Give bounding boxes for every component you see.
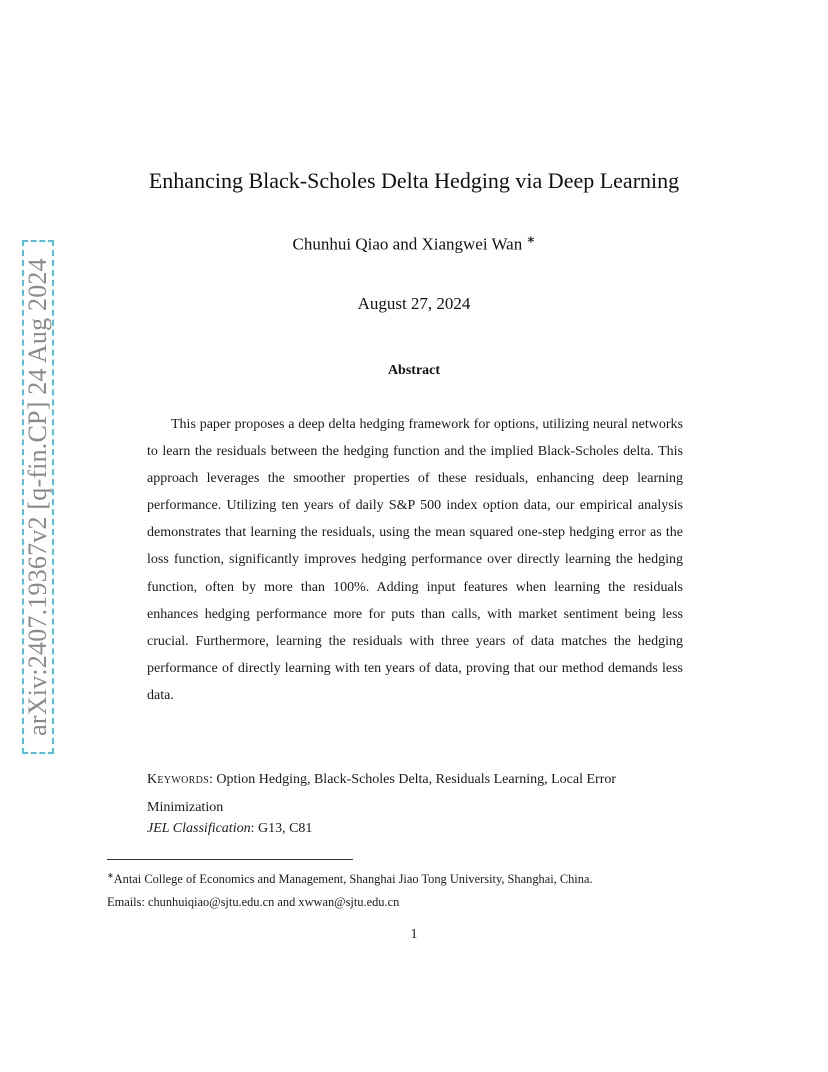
page-number: 1 [410,927,418,942]
footnote-rule [107,859,353,860]
keywords [147,766,687,821]
abstract-body: This paper proposes a deep delta hedging framework for options, utilizing neural networks to learn the residuals between the hedging function and the implied Black-Scholes delta. This approach leverages the smoother properties of these residuals, enhancing deep learning performance. Utilizing ten years of daily S&P 500 index option data, our empirical analysis demonstrates that learning the residuals, using the mean squared one-step hedging error as the loss function, significantly improves hedging performance over directly learning the hedging function, often by more than 100%. Adding input features when learning the residuals enhances hedging performance more for puts than calls, with market sentiment being less crucial. Furthermore, learning the residuals with three years of data matches the hedging performance of directly learning with ten years of data, proving that our method demands less data. [147,417,683,703]
paper-date: August 27, 2024 [357,294,471,313]
jel-colon: : [250,821,258,836]
author-names: Chunhui Qiao and Xiangwei Wan [292,234,523,254]
paper-title: Enhancing Black-Scholes Delta Hedging via Deep Learning [148,168,680,193]
footnote-affiliation: Antai College of Economics and Management, Shanghai Jiao Tong University, Shanghai, China. [113,872,593,887]
arxiv-identifier: arXiv:2407.19367v2 [q-fin.CP] 24 Aug 2024 [23,258,52,736]
footnote [107,864,721,914]
abstract-heading: Abstract [387,363,441,378]
keywords-text: Option Hedging, Black-Scholes Delta, Residuals Learning, Local Error Minimization [147,772,617,815]
jel-label: JEL Classification [147,821,251,836]
footnote-affiliation-line [107,864,721,891]
footnote-emails: Emails: chunhuiqiao@sjtu.edu.cn and xwwan@sjtu.edu.cn [107,895,400,910]
keywords-colon: : [208,772,217,787]
author-footnote-mark: ∗ [526,234,536,246]
jel-codes: G13, C81 [257,821,313,836]
keywords-label: Keywords [147,772,209,787]
paper-authors [0,233,828,255]
footnote-mark: ∗ [107,871,114,880]
jel-classification [147,821,312,837]
